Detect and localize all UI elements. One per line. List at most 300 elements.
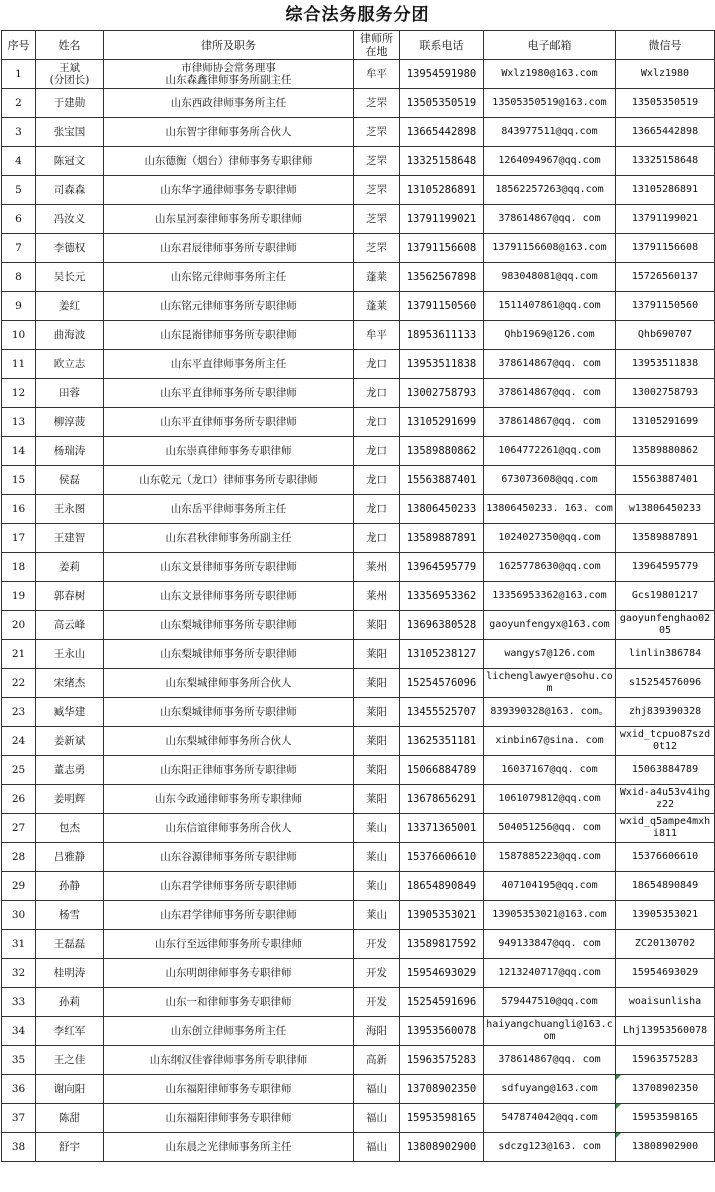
email-address: 579447510@qq.com: [484, 988, 616, 1017]
wechat-id: [616, 640, 715, 669]
office-location: 福山: [354, 1104, 400, 1133]
wechat-id: [616, 118, 715, 147]
wechat-id-text: Wxid-a4u53v4ihgz22: [619, 787, 711, 810]
wechat-id: [616, 1046, 715, 1075]
row-number: 32: [2, 959, 36, 988]
lawyer-name: [36, 814, 104, 843]
wechat-id: [616, 698, 715, 727]
office-location: 开发: [354, 988, 400, 1017]
table-row: [2, 669, 715, 698]
row-number: 27: [2, 814, 36, 843]
row-number: 8: [2, 263, 36, 292]
table-row: [2, 1046, 715, 1075]
office-location: 龙口: [354, 524, 400, 553]
firm-text: 山东崇真律师事务专职律师: [165, 445, 292, 457]
firm-and-title: [104, 988, 354, 1017]
wechat-id: [616, 1017, 715, 1046]
wechat-id-text: 15954693029: [631, 967, 699, 978]
wechat-id-text: 15726560137: [631, 271, 699, 282]
office-location: 莱阳: [354, 611, 400, 640]
wechat-id: [616, 843, 715, 872]
wechat-id: [616, 234, 715, 263]
office-location: 芝罘: [354, 176, 400, 205]
office-location: 龙口: [354, 495, 400, 524]
lawyer-name: [36, 147, 104, 176]
office-location: 蓬莱: [354, 263, 400, 292]
office-location: 莱阳: [354, 756, 400, 785]
lawyer-name: [36, 350, 104, 379]
lawyer-name-text: 宋绪杰: [53, 677, 86, 689]
lawyer-name: [36, 408, 104, 437]
lawyer-name: [36, 698, 104, 727]
wechat-id: [616, 901, 715, 930]
office-location: 牟平: [354, 321, 400, 350]
table-row: [2, 321, 715, 350]
firm-text: 山东铭元律师事务所专职律师: [160, 300, 297, 312]
table-row: [2, 205, 715, 234]
header-row: [2, 31, 715, 60]
table-row: [2, 89, 715, 118]
lawyer-name: [36, 959, 104, 988]
lawyer-name-text: 王之佳: [53, 1054, 86, 1066]
office-location: 莱州: [354, 553, 400, 582]
wechat-id: [616, 1133, 715, 1162]
lawyer-name-text: 吕雅静: [53, 851, 86, 863]
office-location: 龙口: [354, 466, 400, 495]
email-address: 1213240717@qq.com: [484, 959, 616, 988]
row-number: 12: [2, 379, 36, 408]
lawyer-name-text: 侯磊: [59, 474, 80, 486]
table-row: [2, 988, 715, 1017]
phone-number: 13371365001: [400, 814, 484, 843]
firm-and-title: [104, 959, 354, 988]
lawyer-name: [36, 611, 104, 640]
phone-number: 15376606610: [400, 843, 484, 872]
firm-and-title: [104, 1046, 354, 1075]
office-location: 福山: [354, 1075, 400, 1104]
lawyer-name: [36, 669, 104, 698]
wechat-id-text: 18654890849: [631, 880, 699, 891]
firm-and-title: [104, 60, 354, 89]
lawyer-name: [36, 930, 104, 959]
wechat-id-text: 13791156608: [631, 242, 699, 253]
wechat-id-text: linlin386784: [628, 648, 702, 659]
firm-text: 市律师协会常务理事: [181, 62, 276, 74]
lawyer-name: [36, 466, 104, 495]
firm-text: 山东西政律师事务所主任: [170, 97, 287, 109]
email-address: 13806450233. 163. com: [484, 495, 616, 524]
wechat-id: [616, 379, 715, 408]
email-address: sdfuyang@163.com: [484, 1075, 616, 1104]
row-number: 6: [2, 205, 36, 234]
lawyer-name: [36, 379, 104, 408]
office-location: 芝罘: [354, 205, 400, 234]
lawyer-name: [36, 553, 104, 582]
phone-number: 15066884789: [400, 756, 484, 785]
email-address: 949133847@qq. com: [484, 930, 616, 959]
lawyer-name-text: 司森森: [53, 184, 86, 196]
row-number: 2: [2, 89, 36, 118]
phone-number: 13589880862: [400, 437, 484, 466]
row-number: 7: [2, 234, 36, 263]
office-location: 高新: [354, 1046, 400, 1075]
firm-and-title: [104, 843, 354, 872]
wechat-id: [616, 611, 715, 640]
wechat-id-text: 15963575283: [631, 1054, 699, 1065]
phone-number: 13105286891: [400, 176, 484, 205]
wechat-id-text: Qhb690707: [637, 329, 693, 340]
phone-number: 13678656291: [400, 785, 484, 814]
lawyer-name: [36, 524, 104, 553]
email-address: 13505350519@163.com: [484, 89, 616, 118]
row-number: 31: [2, 930, 36, 959]
office-location: 芝罘: [354, 147, 400, 176]
phone-number: 13808902900: [400, 1133, 484, 1162]
lawyer-name-text: 孙莉: [59, 996, 80, 1008]
header-location-line2: 在地: [365, 45, 388, 58]
office-location: 芝罘: [354, 234, 400, 263]
table-body: [2, 60, 715, 1162]
wechat-id: [616, 350, 715, 379]
lawyer-name: [36, 234, 104, 263]
wechat-id-text: wxid_tcpuo87szd0t12: [619, 729, 711, 752]
firm-text: 山东君学律师事务所专职律师: [160, 880, 297, 892]
firm-text: 山东梨城律师事务所专职律师: [160, 619, 297, 631]
lawyer-name: [36, 60, 104, 89]
firm-and-title: [104, 727, 354, 756]
firm-text: 山东德衡（烟台）律师事务专职律师: [144, 155, 313, 167]
firm-text: 山东今政通律师事务所专职律师: [155, 793, 302, 805]
email-address: 983048081@qq.com: [484, 263, 616, 292]
wechat-id-text: 13791199021: [631, 213, 699, 224]
firm-and-title: [104, 1075, 354, 1104]
lawyer-name: [36, 495, 104, 524]
cell-comment-marker-icon: [616, 1133, 621, 1138]
row-number: 17: [2, 524, 36, 553]
phone-number: 13806450233: [400, 495, 484, 524]
email-address: 1064772261@qq.com: [484, 437, 616, 466]
wechat-id: [616, 176, 715, 205]
row-number: 30: [2, 901, 36, 930]
table-row: [2, 901, 715, 930]
phone-number: 13964595779: [400, 553, 484, 582]
lawyer-name: [36, 640, 104, 669]
phone-number: 15254591696: [400, 988, 484, 1017]
email-address: lichenglawyer@sohu.com: [484, 669, 616, 698]
firm-text: 山东君辰律师事务所专职律师: [160, 242, 297, 254]
lawyer-name: [36, 292, 104, 321]
wechat-id-text: 13964595779: [631, 561, 699, 572]
header-email: 电子邮箱: [484, 31, 616, 60]
firm-text: 山东平直律师事务所专职律师: [160, 387, 297, 399]
phone-number: 13953511838: [400, 350, 484, 379]
firm-text: 山东一和律师事务专职律师: [165, 996, 292, 1008]
lawyer-name: [36, 785, 104, 814]
firm-text: 山东福阳律师事务专职律师: [165, 1112, 292, 1124]
firm-and-title: [104, 640, 354, 669]
lawyer-name-text: 冯汝义: [53, 213, 86, 225]
lawyer-name-text: 李德权: [53, 242, 86, 254]
row-number: 5: [2, 176, 36, 205]
wechat-id: [616, 756, 715, 785]
wechat-id-text: 13953511838: [631, 358, 699, 369]
table-row: [2, 727, 715, 756]
wechat-id: [616, 553, 715, 582]
lawyer-name: [36, 1017, 104, 1046]
wechat-id-text: wxid_q5ampe4mxhi811: [619, 816, 711, 839]
wechat-id-text: 13708902350: [631, 1083, 699, 1094]
wechat-id-text: 13808902900: [631, 1141, 699, 1152]
phone-number: 18953611133: [400, 321, 484, 350]
phone-number: 13905353021: [400, 901, 484, 930]
office-location: 莱州: [354, 582, 400, 611]
firm-and-title: [104, 495, 354, 524]
phone-number: 13791199021: [400, 205, 484, 234]
wechat-id: [616, 408, 715, 437]
email-address: 16037167@qq. com: [484, 756, 616, 785]
firm-and-title: [104, 611, 354, 640]
row-number: 3: [2, 118, 36, 147]
phone-number: 13002758793: [400, 379, 484, 408]
firm-and-title: [104, 118, 354, 147]
wechat-id-text: ZC20130702: [634, 938, 696, 949]
table-row: [2, 785, 715, 814]
lawyer-name-text: 高云峰: [53, 619, 86, 631]
wechat-id-text: 13665442898: [631, 126, 699, 137]
row-number: 9: [2, 292, 36, 321]
firm-text: 山东文景律师事务所专职律师: [160, 590, 297, 602]
wechat-id-text: Wxlz1980: [640, 68, 690, 79]
cell-comment-marker-icon: [616, 1075, 621, 1080]
wechat-id: [616, 321, 715, 350]
wechat-id: [616, 524, 715, 553]
lawyer-name-text: 杨瑞涛: [53, 445, 86, 457]
firm-text: 山东平直律师事务所主任: [170, 358, 287, 370]
email-address: 13791156608@163.com: [484, 234, 616, 263]
cell-comment-marker-icon: [616, 1104, 621, 1109]
firm-text: 山东华字通律师事务专职律师: [160, 184, 297, 196]
row-number: 20: [2, 611, 36, 640]
office-location: 海阳: [354, 1017, 400, 1046]
firm-text: 山东福阳律师事务专职律师: [165, 1083, 292, 1095]
firm-text: 山东智宇律师事务所合伙人: [165, 126, 292, 138]
firm-text: 山东君秋律师事务所副主任: [165, 532, 292, 544]
firm-text: 山东昆嵛律师事务所专职律师: [160, 329, 297, 341]
lawyer-name-text: 曲海波: [53, 329, 86, 341]
wechat-id: [616, 437, 715, 466]
wechat-id-text: 15063884789: [631, 764, 699, 775]
phone-number: 13589887891: [400, 524, 484, 553]
office-location: 莱山: [354, 872, 400, 901]
row-number: 28: [2, 843, 36, 872]
firm-and-title: [104, 205, 354, 234]
wechat-id-text: 15563887401: [631, 474, 699, 485]
firm-and-title: [104, 350, 354, 379]
firm-text: 山东梨城律师事务所专职律师: [160, 706, 297, 718]
lawyer-name: [36, 321, 104, 350]
office-location: 莱山: [354, 901, 400, 930]
firm-and-title: [104, 901, 354, 930]
email-address: 547874042@qq.com: [484, 1104, 616, 1133]
firm-and-title: [104, 872, 354, 901]
table-row: [2, 843, 715, 872]
email-address: 13356953362@163.com: [484, 582, 616, 611]
header-location-line1: 律师所: [360, 32, 393, 45]
firm-text: 山东晨之光律师事务所主任: [165, 1141, 292, 1153]
lawyer-name: [36, 89, 104, 118]
firm-text: 山东创立律师事务所主任: [170, 1025, 287, 1037]
table-row: [2, 1133, 715, 1162]
firm-and-title: [104, 698, 354, 727]
wechat-id: [616, 263, 715, 292]
firm-text: 山东阳正律师事务所专职律师: [160, 764, 297, 776]
email-address: 839390328@163. com。: [484, 698, 616, 727]
table-row: [2, 118, 715, 147]
lawyer-name-text: 郭春树: [53, 590, 86, 602]
email-address: xinbin67@sina. com: [484, 727, 616, 756]
phone-number: 13954591980: [400, 60, 484, 89]
office-location: 龙口: [354, 379, 400, 408]
office-location: 龙口: [354, 350, 400, 379]
table-row: [2, 408, 715, 437]
firm-and-title: [104, 553, 354, 582]
wechat-id-text: 13589880862: [631, 445, 699, 456]
wechat-id-text: s15254576096: [628, 677, 702, 688]
office-location: 莱阳: [354, 785, 400, 814]
email-address: sdczg123@163. com: [484, 1133, 616, 1162]
wechat-id: [616, 495, 715, 524]
email-address: 378614867@qq. com: [484, 379, 616, 408]
table-row: [2, 147, 715, 176]
firm-and-title: [104, 466, 354, 495]
firm-and-title: [104, 234, 354, 263]
firm-and-title: [104, 176, 354, 205]
firm-text: 山东铭元律师事务所主任: [170, 271, 287, 283]
wechat-id-text: 13505350519: [631, 97, 699, 108]
wechat-id: [616, 959, 715, 988]
phone-number: 13105291699: [400, 408, 484, 437]
table-row: [2, 379, 715, 408]
lawyer-name: [36, 118, 104, 147]
email-address: 1061079812@qq.com: [484, 785, 616, 814]
wechat-id-text: Gcs19801217: [631, 590, 699, 601]
lawyer-name-text: 包杰: [59, 822, 80, 834]
phone-number: 15953598165: [400, 1104, 484, 1133]
table-row: [2, 466, 715, 495]
wechat-id: [616, 292, 715, 321]
lawyer-name-text: 谢向阳: [53, 1083, 86, 1095]
firm-and-title: [104, 408, 354, 437]
phone-number: 13562567898: [400, 263, 484, 292]
header-firm: 律所及职务: [104, 31, 354, 60]
lawyer-name-text: 李红军: [53, 1025, 86, 1037]
wechat-id-text: 13105291699: [631, 416, 699, 427]
lawyer-role-note: (分团长): [49, 74, 90, 86]
lawyer-name-text: 王磊磊: [53, 938, 86, 950]
table-row: [2, 1104, 715, 1133]
row-number: 16: [2, 495, 36, 524]
row-number: 33: [2, 988, 36, 1017]
office-location: 蓬莱: [354, 292, 400, 321]
row-number: 11: [2, 350, 36, 379]
row-number: 25: [2, 756, 36, 785]
firm-and-title: [104, 524, 354, 553]
firm-text: 山东星河泰律师事务所专职律师: [155, 213, 302, 225]
firm-and-title: [104, 147, 354, 176]
row-number: 26: [2, 785, 36, 814]
email-address: 13905353021@163.com: [484, 901, 616, 930]
firm-and-title: [104, 89, 354, 118]
lawyer-name-text: 陈甜: [59, 1112, 80, 1124]
wechat-id: [616, 205, 715, 234]
wechat-id-text: 13002758793: [631, 387, 699, 398]
lawyer-name-text: 孙静: [59, 880, 80, 892]
phone-number: 13356953362: [400, 582, 484, 611]
office-location: 莱山: [354, 843, 400, 872]
wechat-id-text: 13325158648: [631, 155, 699, 166]
firm-and-title: [104, 582, 354, 611]
wechat-id-text: 13105286891: [631, 184, 699, 195]
wechat-id: [616, 1104, 715, 1133]
lawyer-name: [36, 756, 104, 785]
header-name: 姓名: [36, 31, 104, 60]
lawyer-name-text: 姜新斌: [53, 735, 86, 747]
lawyer-name: [36, 727, 104, 756]
email-address: 843977511@qq.com: [484, 118, 616, 147]
row-number: 22: [2, 669, 36, 698]
row-number: 36: [2, 1075, 36, 1104]
wechat-id: [616, 814, 715, 843]
email-address: gaoyunfengyx@163.com: [484, 611, 616, 640]
row-number: 14: [2, 437, 36, 466]
firm-and-title: [104, 814, 354, 843]
wechat-id-text: zhj839390328: [628, 706, 702, 717]
table-row: [2, 176, 715, 205]
lawyer-name-text: 欧立志: [53, 358, 86, 370]
wechat-id: [616, 147, 715, 176]
email-address: 1264094967@qq.com: [484, 147, 616, 176]
table-row: [2, 959, 715, 988]
row-number: 4: [2, 147, 36, 176]
row-number: 38: [2, 1133, 36, 1162]
firm-text: 山东梨城律师事务所合伙人: [165, 677, 292, 689]
lawyer-name: [36, 1046, 104, 1075]
row-number: 24: [2, 727, 36, 756]
table-row: [2, 553, 715, 582]
phone-number: 13625351181: [400, 727, 484, 756]
table-row: [2, 234, 715, 263]
header-wechat: 微信号: [616, 31, 715, 60]
lawyer-name: [36, 582, 104, 611]
lawyer-name: [36, 176, 104, 205]
email-address: Wxlz1980@163.com: [484, 60, 616, 89]
row-number: 10: [2, 321, 36, 350]
phone-number: 13589817592: [400, 930, 484, 959]
wechat-id-text: w13806450233: [628, 503, 702, 514]
lawyer-name: [36, 1133, 104, 1162]
lawyer-name: [36, 205, 104, 234]
firm-and-title: [104, 321, 354, 350]
phone-number: 15563887401: [400, 466, 484, 495]
email-address: 18562257263@qq.com: [484, 176, 616, 205]
email-address: 1587885223@qq.com: [484, 843, 616, 872]
lawyer-name-text: 王永图: [53, 503, 86, 515]
lawyer-name-text: 姜明辉: [53, 793, 86, 805]
firm-text: 山东平直律师事务所专职律师: [160, 416, 297, 428]
office-location: 莱阳: [354, 669, 400, 698]
wechat-id-text: gaoyunfenghao0205: [619, 613, 711, 636]
lawyer-name-text: 董志勇: [53, 764, 86, 776]
